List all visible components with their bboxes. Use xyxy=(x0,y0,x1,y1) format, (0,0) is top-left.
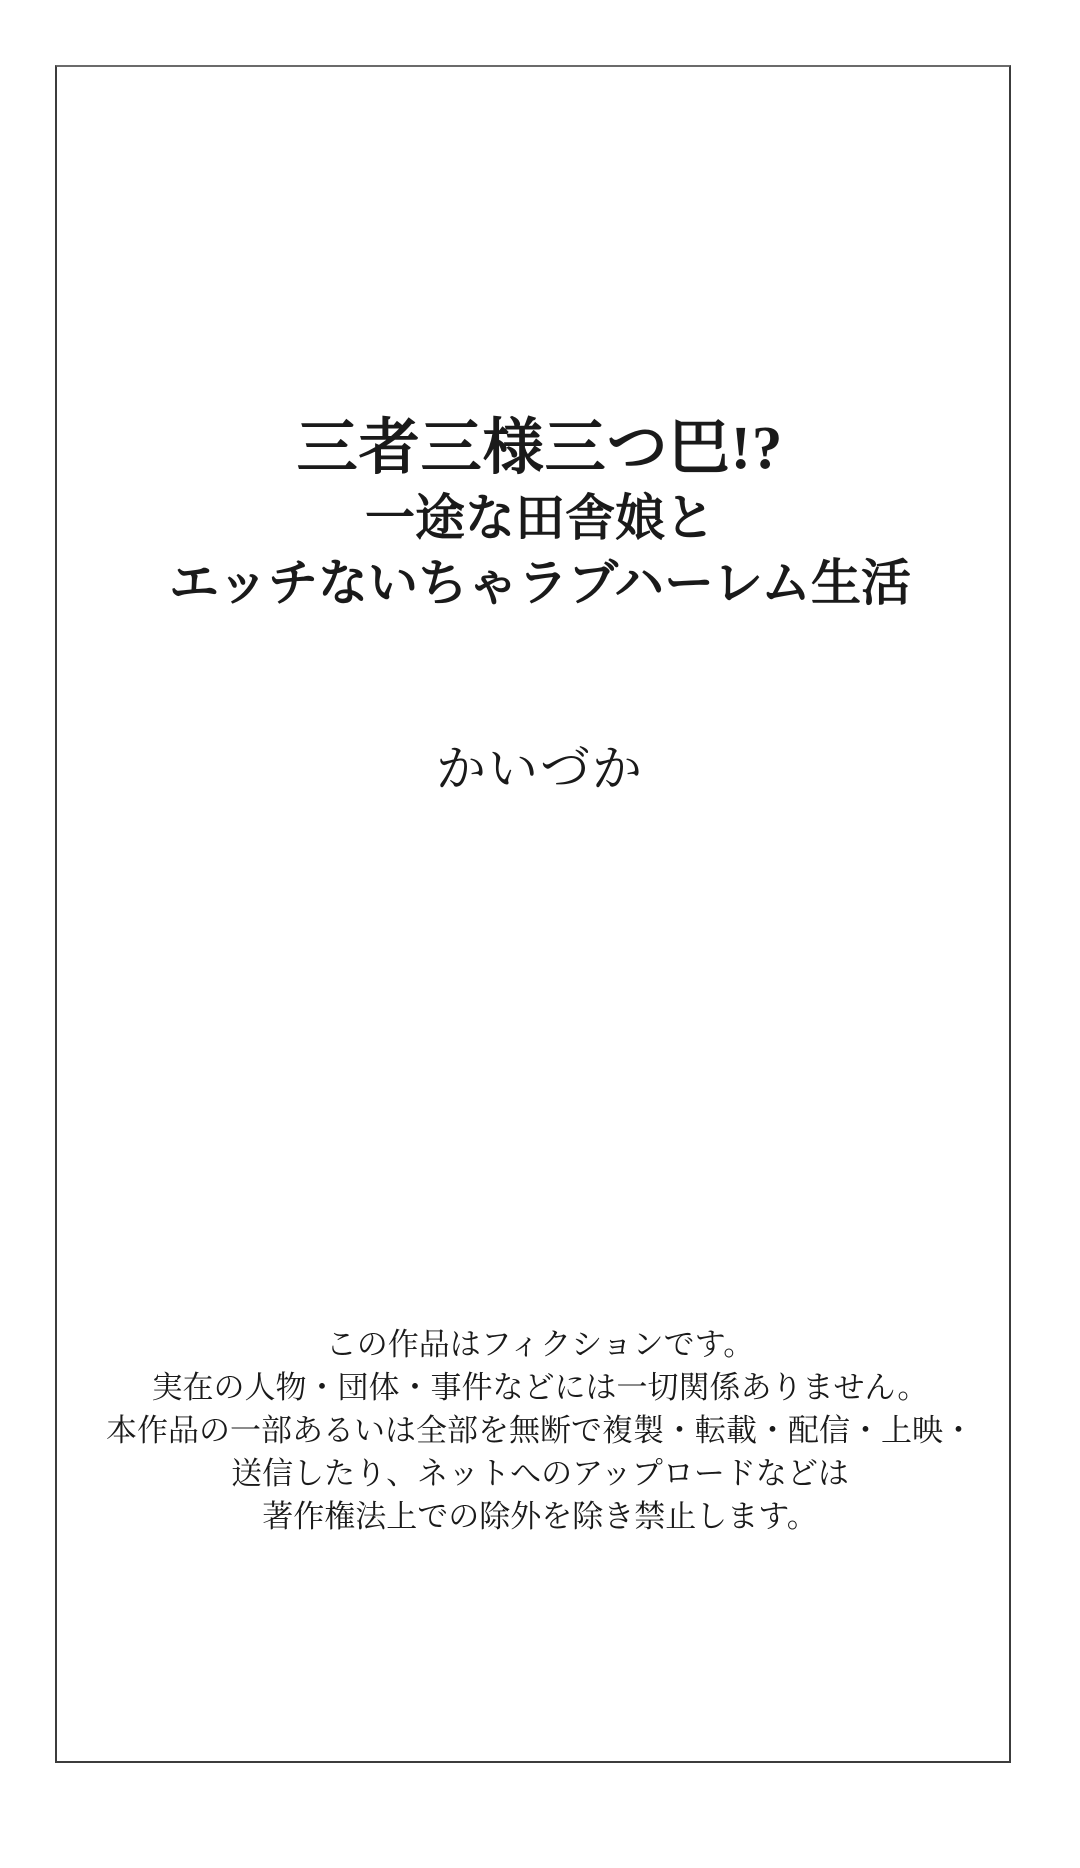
book-title-line-1: 三者三様三つ巴!? xyxy=(296,415,784,482)
copyright-disclaimer xyxy=(0,1323,1080,1538)
book-title-line-2: 一途な田舎娘と xyxy=(365,490,715,546)
disclaimer-line-3: 本作品の一部あるいは全部を無断で複製・転載・配信・上映・ xyxy=(106,1413,974,1448)
disclaimer-line-5: 著作権法上での除外を除き禁止します。 xyxy=(262,1499,818,1534)
disclaimer-line-2: 実在の人物・団体・事件などには一切関係ありません。 xyxy=(151,1370,929,1405)
disclaimer-line-4: 送信したり、ネットへのアップロードなどは xyxy=(231,1456,849,1491)
book-title-line-3: エッチないちゃラブハーレム生活 xyxy=(169,555,911,611)
disclaimer-line-1: この作品はフィクションです。 xyxy=(325,1327,755,1362)
author-name: かいづか xyxy=(436,741,644,797)
book-title xyxy=(0,412,1080,616)
